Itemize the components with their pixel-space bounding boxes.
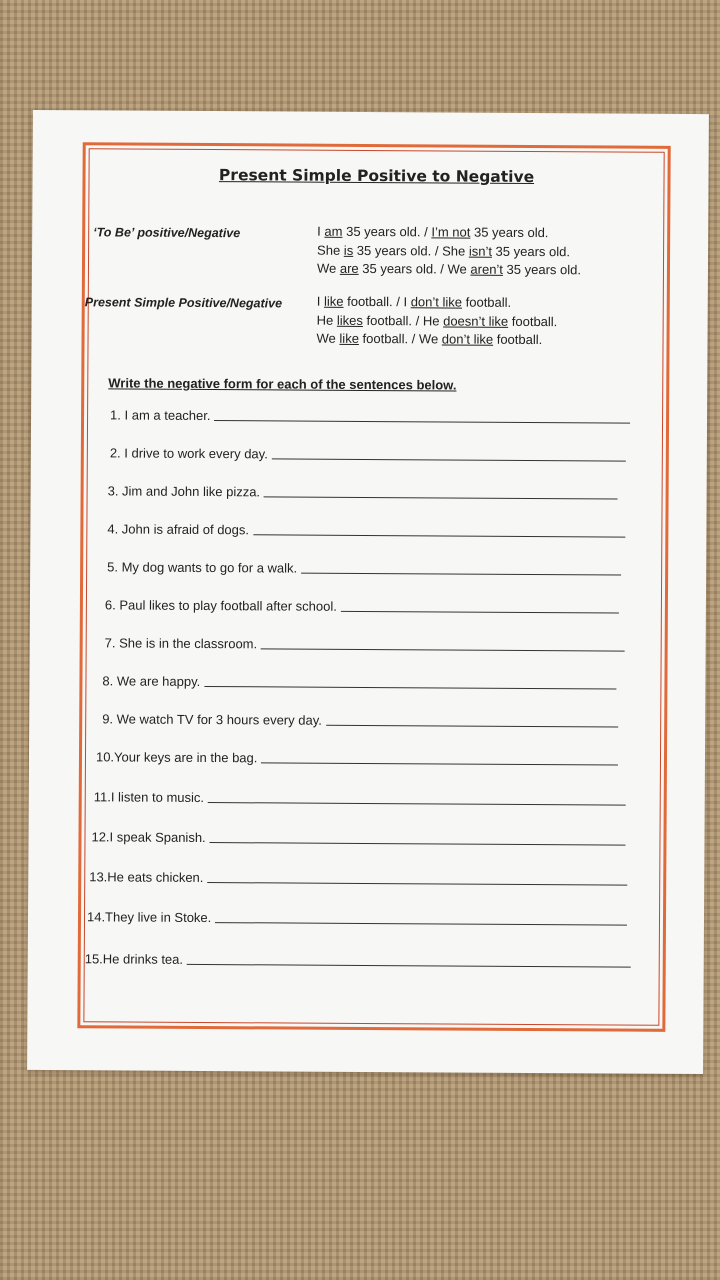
exercise-list <box>84 407 666 967</box>
example-line: I am 35 years old. / I’m not 35 years old. <box>317 223 549 241</box>
example-line: We like football. / We don’t like football. <box>316 330 543 348</box>
answer-line[interactable] <box>261 761 618 765</box>
worksheet-border <box>77 142 670 1032</box>
exercise-item: 5. My dog wants to go for a walk. <box>107 559 621 577</box>
to-be-examples <box>317 223 581 280</box>
answer-line[interactable] <box>207 881 627 886</box>
worksheet-title: Present Simple Positive to Negative <box>218 166 535 187</box>
answer-line[interactable] <box>341 610 619 614</box>
exercise-item: 4. John is afraid of dogs. <box>107 521 625 539</box>
example-line: She is 35 years old. / She isn’t 35 years old. <box>317 242 571 259</box>
exercise-item: 8. We are happy. <box>102 673 616 691</box>
answer-line[interactable] <box>215 921 627 926</box>
exercise-item: 13.He eats chicken. <box>89 869 627 887</box>
instructions-heading: Write the negative form for each of the sentences below. <box>108 375 457 393</box>
exercise-item: 2. I drive to work every day. <box>110 445 626 463</box>
answer-line[interactable] <box>208 801 626 806</box>
example-line: He likes football. / He doesn’t like football. <box>316 312 558 329</box>
exercise-item: 15.He drinks tea. <box>85 951 631 969</box>
exercise-item: 12.I speak Spanish. <box>91 829 625 847</box>
exercise-item: 3. Jim and John like pizza. <box>108 483 618 501</box>
exercise-item: 14.They live in Stoke. <box>87 909 627 927</box>
to-be-label: ‘To Be’ positive/Negative <box>93 225 241 241</box>
worksheet-paper <box>27 110 709 1074</box>
example-line: I like football. / I don’t like football. <box>316 293 512 310</box>
answer-line[interactable] <box>326 724 618 728</box>
exercise-item: 9. We watch TV for 3 hours every day. <box>102 711 618 729</box>
answer-line[interactable] <box>204 685 616 690</box>
example-line: We are 35 years old. / We aren’t 35 years old. <box>316 260 582 278</box>
answer-line[interactable] <box>301 572 621 576</box>
exercise-item: 7. She is in the classroom. <box>105 635 625 653</box>
present-simple-label: Present Simple Positive/Negative <box>84 295 283 311</box>
present-simple-examples <box>316 293 557 350</box>
exercise-item: 10.Your keys are in the bag. <box>96 749 618 767</box>
exercise-item: 1. I am a teacher. <box>110 407 630 425</box>
exercise-item: 6. Paul likes to play football after school. <box>105 597 619 615</box>
exercise-item: 11.I listen to music. <box>94 789 626 807</box>
answer-line[interactable] <box>253 533 625 537</box>
answer-line[interactable] <box>214 419 630 424</box>
answer-line[interactable] <box>187 963 631 968</box>
answer-line[interactable] <box>210 841 626 846</box>
answer-line[interactable] <box>261 647 625 651</box>
answer-line[interactable] <box>272 457 626 461</box>
answer-line[interactable] <box>264 495 618 499</box>
